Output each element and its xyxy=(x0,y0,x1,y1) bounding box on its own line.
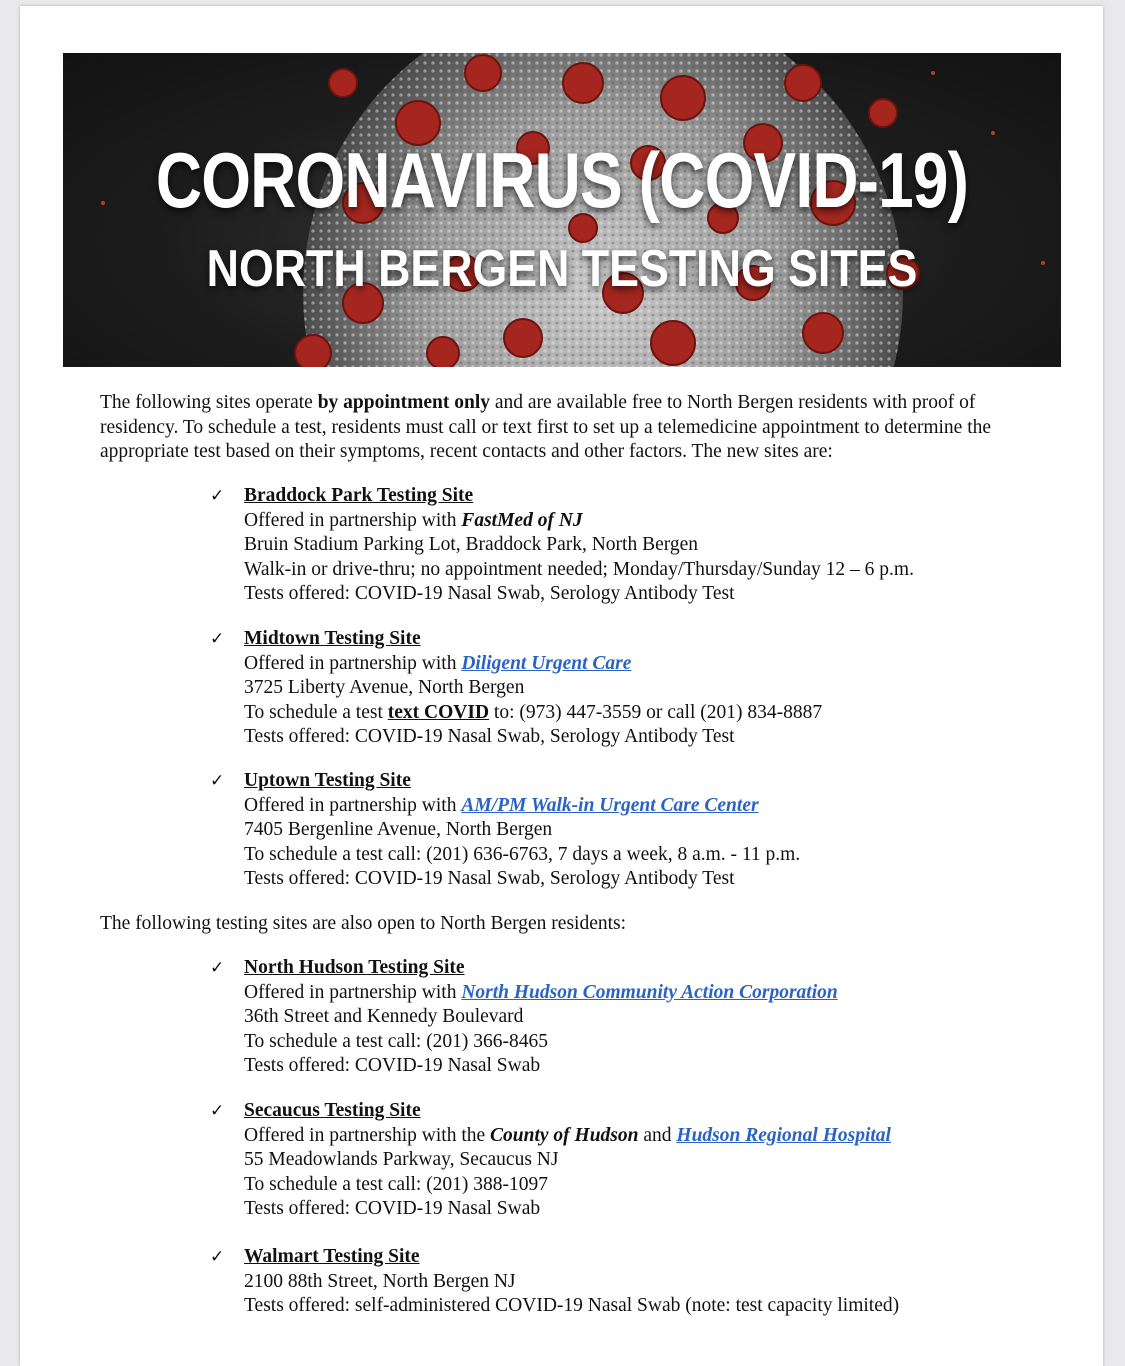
checkmark-icon: ✓ xyxy=(210,486,225,506)
site-schedule: To schedule a test call: (201) 366-8465 xyxy=(244,1030,549,1052)
site-tests: Tests offered: COVID-19 Nasal Swab, Serology Antibody Test xyxy=(244,726,735,747)
schedule-post: to: (973) 447-3559 or call (201) 834-8887 xyxy=(489,701,823,723)
site-address: 55 Meadowlands Parkway, Secaucus NJ xyxy=(244,1149,559,1170)
site-uptown xyxy=(210,769,1044,892)
banner xyxy=(63,53,1061,367)
site-name: North Hudson Testing Site xyxy=(244,957,465,978)
partner-prefix: Offered in partnership with xyxy=(244,652,462,674)
site-tests: Tests offered: COVID-19 Nasal Swab xyxy=(244,1198,541,1219)
partner-link[interactable]: AM/PM Walk-in Urgent Care Center xyxy=(461,794,759,816)
checkmark-icon: ✓ xyxy=(210,771,225,791)
site-north-hudson xyxy=(210,956,1044,1079)
site-schedule: Walk-in or drive-thru; no appointment needed; Monday/Thursday/Sunday 12 – 6 p.m. xyxy=(244,558,914,580)
site-address: 2100 88th Street, North Bergen NJ xyxy=(244,1270,516,1292)
site-tests: Tests offered: COVID-19 Nasal Swab, Serology Antibody Test xyxy=(244,583,735,604)
partner-link[interactable]: Hudson Regional Hospital xyxy=(676,1124,891,1146)
document-page xyxy=(20,6,1103,1366)
intro-text-pre: The following sites operate xyxy=(100,392,318,413)
partner-prefix: Offered in partnership with the xyxy=(244,1124,491,1146)
schedule-pre: To schedule a test xyxy=(244,701,388,723)
site-braddock-park xyxy=(210,484,1044,607)
site-walmart xyxy=(210,1245,1044,1319)
intro-text-post: and are available free to North Bergen residents with proof of residency. To schedule a test, residents must call or text first to set up a telemedicine appointment to determine the appropriate test based on their symptoms, recent contacts and other factors. The new sites are: xyxy=(100,392,992,462)
checkmark-icon: ✓ xyxy=(210,1101,225,1121)
partner-and: and xyxy=(638,1124,677,1146)
partner-prefix: Offered in partnership with xyxy=(244,981,462,1003)
site-schedule xyxy=(244,701,1044,726)
schedule-text-covid: text COVID xyxy=(387,701,490,723)
partner-link[interactable]: North Hudson Community Action Corporation xyxy=(461,981,838,1003)
site-name: Braddock Park Testing Site xyxy=(244,485,474,506)
checkmark-icon: ✓ xyxy=(210,1247,225,1267)
site-tests: Tests offered: self-administered COVID-19 Nasal Swab (note: test capacity limited) xyxy=(244,1295,900,1316)
site-secaucus xyxy=(210,1099,1044,1222)
partner-prefix: Offered in partnership with xyxy=(244,509,462,531)
site-tests: Tests offered: COVID-19 Nasal Swab, Serology Antibody Test xyxy=(244,868,735,889)
site-name: Secaucus Testing Site xyxy=(244,1100,421,1121)
site-tests: Tests offered: COVID-19 Nasal Swab xyxy=(244,1055,541,1076)
site-schedule: To schedule a test call: (201) 636-6763, 7 days a week, 8 a.m. - 11 p.m. xyxy=(244,843,801,865)
site-address: 7405 Bergenline Avenue, North Bergen xyxy=(244,819,553,840)
intro-paragraph xyxy=(100,391,1050,465)
partner-county: County of Hudson xyxy=(490,1124,639,1146)
intro2-paragraph: The following testing sites are also open to North Bergen residents: xyxy=(100,913,627,934)
site-name: Midtown Testing Site xyxy=(244,628,421,649)
banner-subtitle: NORTH BERGEN TESTING SITES xyxy=(206,240,918,298)
site-address: 36th Street and Kennedy Boulevard xyxy=(244,1006,524,1027)
site-address: 3725 Liberty Avenue, North Bergen xyxy=(244,677,525,698)
site-address: Bruin Stadium Parking Lot, Braddock Park, North Bergen xyxy=(244,534,699,555)
checkmark-icon: ✓ xyxy=(210,629,225,649)
checkmark-icon: ✓ xyxy=(210,958,225,978)
partner-prefix: Offered in partnership with xyxy=(244,794,462,816)
site-midtown xyxy=(210,627,1044,750)
site-name: Walmart Testing Site xyxy=(244,1246,420,1267)
site-name: Uptown Testing Site xyxy=(244,770,411,791)
partner-link[interactable]: Diligent Urgent Care xyxy=(461,652,632,674)
partner-name: FastMed of NJ xyxy=(461,509,583,531)
banner-title: CORONAVIRUS (COVID-19) xyxy=(155,136,969,224)
intro-text-bold: by appointment only xyxy=(317,392,490,413)
site-schedule: To schedule a test call: (201) 388-1097 xyxy=(244,1173,549,1195)
